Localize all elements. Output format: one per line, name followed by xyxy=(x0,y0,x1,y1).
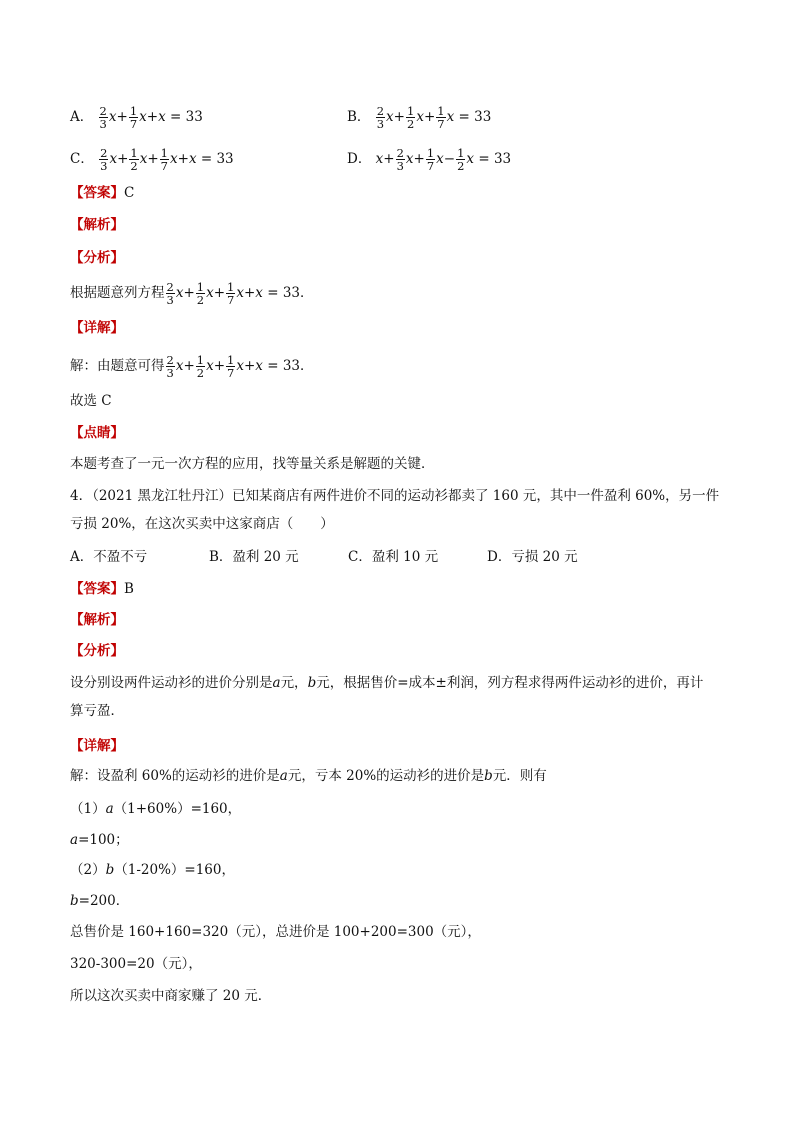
q4-fenxi-tag: 【分析】 xyxy=(70,643,124,659)
fraction: $\frac{2}{3}$ xyxy=(99,104,107,131)
option-b: B． $\frac{2}{3}$ x+ $\frac{1}{2}$ x+ $\frac{1}{7}$ x = 33 xyxy=(347,104,492,131)
answer-value: C xyxy=(124,185,135,201)
option-label: B． xyxy=(347,109,371,125)
q4-step3: （2）b（1-20%）=160， xyxy=(70,862,235,878)
q3-analysis-tag: 【解析】 xyxy=(70,217,124,233)
q3-dianjing-text: 本题考查了一元一次方程的应用，找等量关系是解题的关键． xyxy=(70,456,435,472)
q3-xiangjie-text: 解：由题意可得 $\frac{2}{3}$ x+ $\frac{1}{2}$ x+ $\frac{1}{7}$ x+x = 33． xyxy=(70,353,314,380)
option-c: C． $\frac{2}{3}$ x+ $\frac{1}{2}$ x+ $\frac{1}{7}$ x+x = 33 xyxy=(70,146,234,173)
q4-option-a: A．不盈不亏 xyxy=(70,549,148,565)
q4-answer: 【答案】B xyxy=(70,581,134,597)
q3-guxuan: 故选 C xyxy=(70,393,112,409)
q3-xiangjie-tag: 【详解】 xyxy=(70,320,124,336)
q4-fenxi-text: 设分别设两件运动衫的进价分别是a元，b元，根据售价=成本±利润，列方程求得两件运动衫的进价，再计 算亏盈． xyxy=(70,675,704,719)
option-d: D． x+ $\frac{2}{3}$ x+ $\frac{1}{7}$ x− $\frac{1}{2}$ x = 33 xyxy=(347,146,512,173)
answer-tag: 【答案】 xyxy=(70,185,124,201)
option-label: C． xyxy=(70,151,94,167)
q4-step1: （1）a（1+60%）=160， xyxy=(70,801,242,817)
q4-step2: a=100； xyxy=(70,832,129,848)
fraction: $\frac{1}{7}$ xyxy=(129,104,138,131)
q4-option-c: C．盈利 10 元 xyxy=(348,549,439,565)
q4-analysis-tag: 【解析】 xyxy=(70,612,124,628)
q4-xiangjie-tag: 【详解】 xyxy=(70,738,124,754)
q4-final: 所以这次买卖中商家赚了 20 元． xyxy=(70,988,272,1004)
q3-fenxi-text: 根据题意列方程 $\frac{2}{3}$ x+ $\frac{1}{2}$ x+ $\frac{1}{7}$ x+x = 33． xyxy=(70,280,314,307)
q4-option-d: D．亏损 20 元 xyxy=(487,549,578,565)
q4-option-b: B．盈利 20 元 xyxy=(209,549,299,565)
option-a: A． $\frac{2}{3}$ x+ $\frac{1}{7}$ x+x = 33 xyxy=(70,104,203,131)
q3-fenxi-tag: 【分析】 xyxy=(70,250,124,266)
q4-stem: 4．（2021 黑龙江牡丹江）已知某商店有两件进价不同的运动衫都卖了 160 元，其中一件盈利 60%，另一件 亏损 20%，在这次买卖中这家商店（ ） xyxy=(70,488,720,532)
q4-diff: 320-300=20（元）， xyxy=(70,956,202,972)
option-label: A． xyxy=(70,109,94,125)
q4-step4: b=200． xyxy=(70,893,130,909)
q3-answer xyxy=(70,183,134,203)
q4-sol-line1: 解：设盈利 60%的运动衫的进价是a元，亏本 20%的运动衫的进价是b元．则有 xyxy=(70,768,547,784)
option-label: D． xyxy=(347,151,372,167)
q3-dianjing-tag: 【点睛】 xyxy=(70,425,124,441)
q4-total: 总售价是 160+160=320（元），总进价是 100+200=300（元）， xyxy=(70,924,481,940)
